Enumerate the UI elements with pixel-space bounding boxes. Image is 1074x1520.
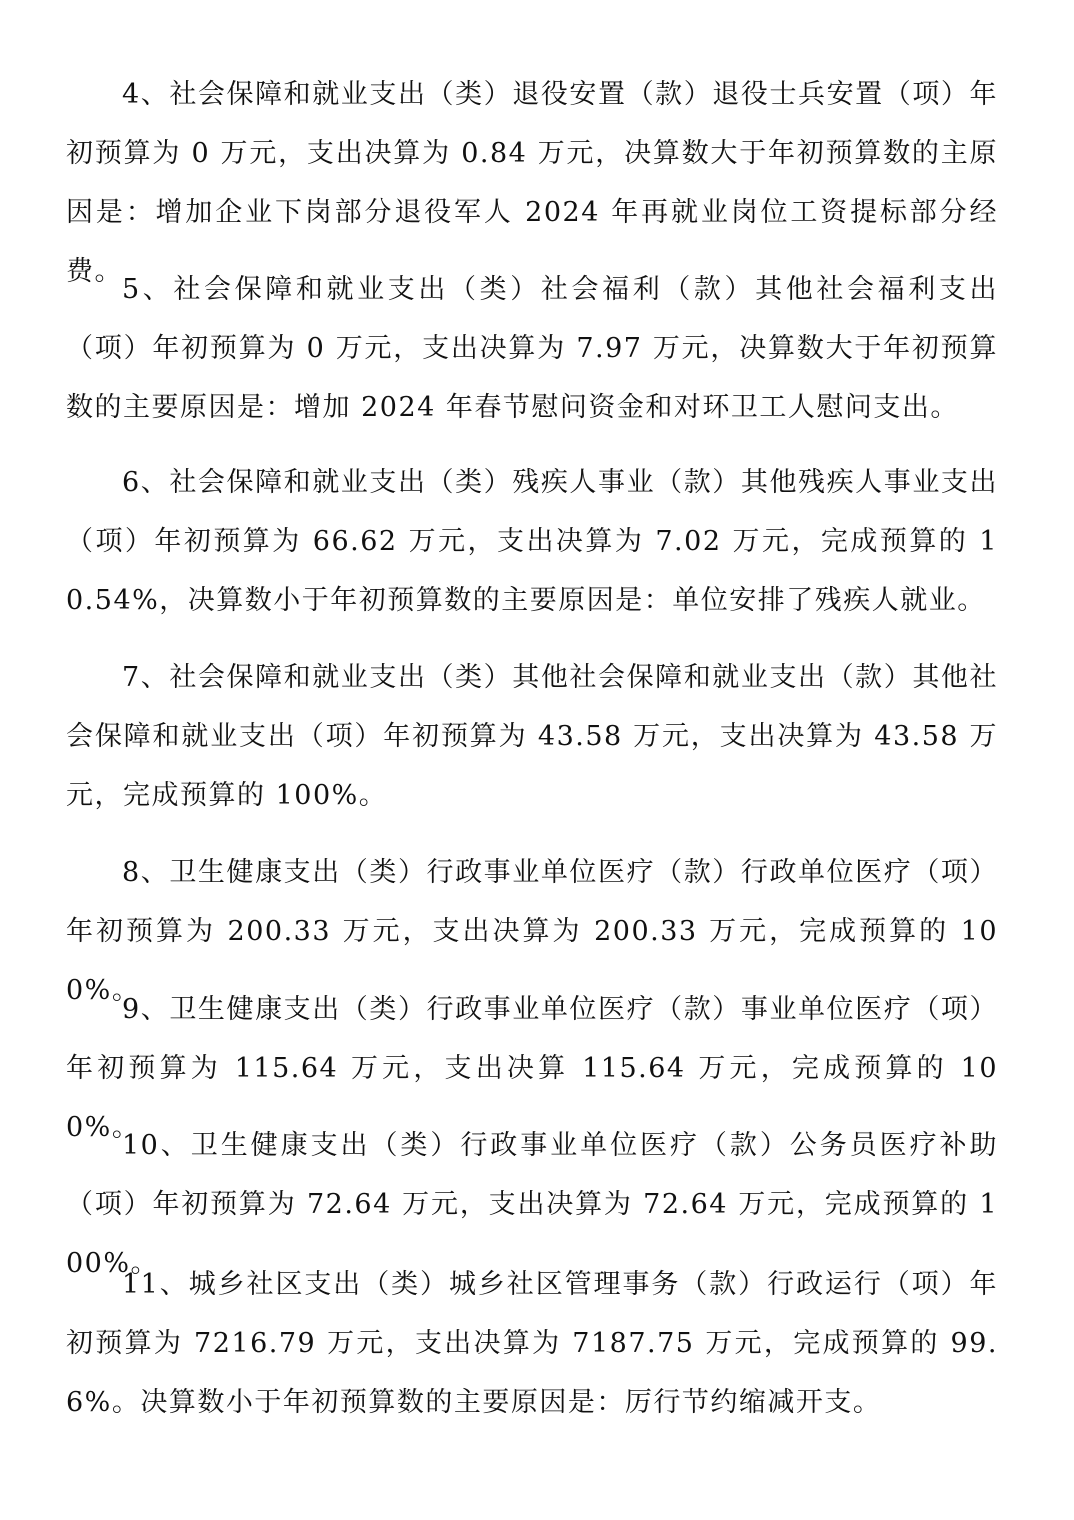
paragraph-item-10: 10、卫生健康支出（类）行政事业单位医疗（款）公务员医疗补助（项）年初预算为 72.64 万元，支出决算为 72.64 万元，完成预算的 100%。 <box>66 1130 998 1279</box>
paragraph-item-5: 5、社会保障和就业支出（类）社会福利（款）其他社会福利支出（项）年初预算为 0 万元，支出决算为 7.97 万元，决算数大于年初预算数的主要原因是：增加 2024 年春节慰问资金和对环卫工人慰问支出。 <box>66 274 998 423</box>
paragraph-item-11: 11、城乡社区支出（类）城乡社区管理事务（款）行政运行（项）年初预算为 7216.79 万元，支出决算为 7187.75 万元，完成预算的 99.6%。决算数小于年初预算数的主要原因是：厉行节约缩减开支。 <box>66 1269 998 1418</box>
paragraph-item-7: 7、社会保障和就业支出（类）其他社会保障和就业支出（款）其他社会保障和就业支出（项）年初预算为 43.58 万元，支出决算为 43.58 万元，完成预算的 100%。 <box>66 662 998 811</box>
paragraph-item-4: 4、社会保障和就业支出（类）退役安置（款）退役士兵安置（项）年初预算为 0 万元，支出决算为 0.84 万元，决算数大于年初预算数的主原因是：增加企业下岗部分退役军人 2024 年再就业岗位工资提标部分经费。 <box>66 79 998 287</box>
paragraph-item-9: 9、卫生健康支出（类）行政事业单位医疗（款）事业单位医疗（项）年初预算为 115.64 万元，支出决算 115.64 万元，完成预算的 100%。 <box>66 994 998 1143</box>
paragraph-item-8: 8、卫生健康支出（类）行政事业单位医疗（款）行政单位医疗（项）年初预算为 200.33 万元，支出决算为 200.33 万元，完成预算的 100%。 <box>66 857 998 1006</box>
paragraph-item-6: 6、社会保障和就业支出（类）残疾人事业（款）其他残疾人事业支出（项）年初预算为 66.62 万元，支出决算为 7.02 万元，完成预算的 10.54%，决算数小于年初预算数的主要原因是：单位安排了残疾人就业。 <box>66 467 998 616</box>
